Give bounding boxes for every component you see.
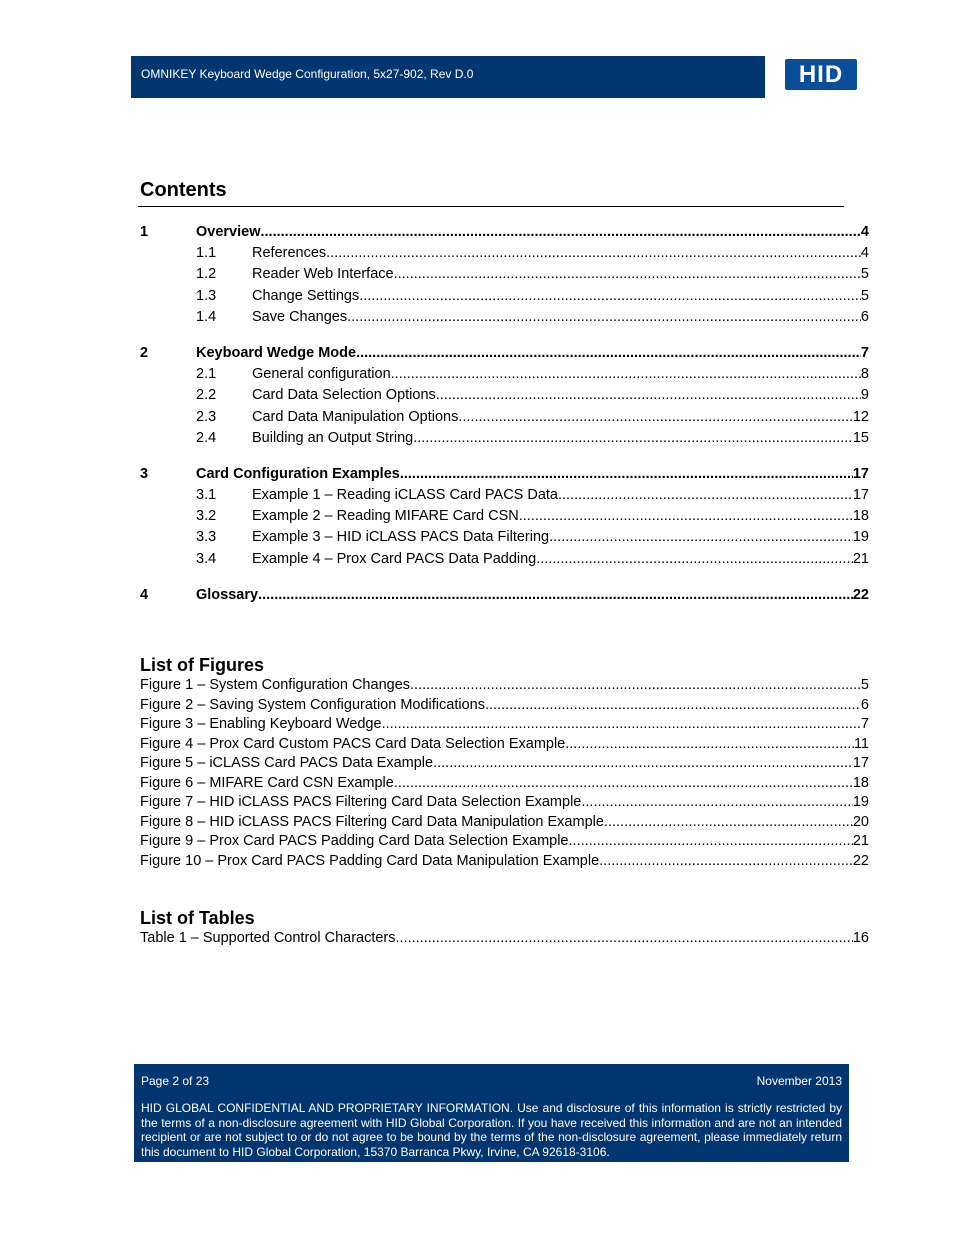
toc-section-title: Overview [196,224,261,240]
figure-page-number: 7 [860,716,869,732]
toc-section-group [140,587,869,608]
toc-section-number: 1 [140,224,149,240]
toc-page-number: 15 [852,429,869,446]
toc-subsection-title: Card Data Selection Options [252,387,436,404]
figure-entry[interactable] [140,775,869,795]
figure-title: Figure 8 – HID iCLASS PACS Filtering Card Data Manipulation Example [140,813,604,830]
header-bar [131,56,765,98]
toc-subentry[interactable] [140,245,869,266]
hid-logo: HID [785,59,857,90]
figure-page-number: 17 [852,755,869,771]
toc-subentry[interactable] [140,409,869,430]
dot-leader [391,366,861,382]
toc-subentry[interactable] [140,309,869,330]
footer-bar [134,1064,849,1162]
toc-entry[interactable] [140,587,869,608]
dot-leader [558,487,853,503]
dot-leader [382,716,861,732]
confidentiality-notice: HID GLOBAL CONFIDENTIAL AND PROPRIETARY INFORMATION. Use and disclosure of this information is strictly restricted by the terms of a non-disclosure agreement with HID Global Corporation. If you have received this information and are not an intended recipient or are not subject to or do not agree to be bound by the terms of the non-disclosure agreement, please immediately return this document to HID Global Corporation, 15370 Barranca Pkwy, Irvine, CA 92618-3106. [141,1101,842,1159]
contents-divider [138,206,844,207]
toc-subentry[interactable] [140,366,869,387]
figure-title: Figure 2 – Saving System Configuration Modifications [140,696,485,713]
toc-subsection-title: Reader Web Interface [252,266,394,283]
list-of-tables [140,930,869,950]
figure-title: Figure 4 – Prox Card Custom PACS Card Data Selection Example [140,735,566,752]
dot-leader [536,551,853,567]
figure-page-number: 22 [852,852,869,869]
figure-entry[interactable] [140,736,869,756]
dot-leader [413,430,853,446]
figure-page-number: 19 [852,794,869,810]
document-date: November 2013 [756,1074,842,1088]
dot-leader [261,224,861,240]
toc-section-title: Keyboard Wedge Mode [196,344,357,361]
toc-section-title: Glossary [196,586,259,603]
dot-leader [410,677,861,693]
figure-entry[interactable] [140,677,869,697]
dot-leader [326,245,861,261]
toc-subentry[interactable] [140,430,869,451]
toc-section-title: Card Configuration Examples [196,465,400,482]
toc-subsection-title: Building an Output String [252,429,414,446]
page-number: Page 2 of 23 [141,1074,210,1088]
toc-subsection-number: 2.1 [196,366,217,383]
figure-title: Figure 5 – iCLASS Card PACS Data Example [140,755,434,771]
toc-entry[interactable] [140,224,869,245]
figure-title: Figure 7 – HID iCLASS PACS Filtering Card Data Selection Example [140,794,582,810]
dot-leader [394,266,861,282]
toc-section-group [140,466,869,572]
dot-leader [436,387,861,403]
toc-subsection-number: 1.4 [196,308,217,325]
toc-page-number: 12 [852,408,869,425]
toc-subsection-title: Example 3 – HID iCLASS PACS Data Filtering [252,529,550,546]
table-of-contents [140,224,869,623]
toc-subsection-number: 1.1 [196,245,217,262]
list-of-figures-heading: List of Figures [140,655,265,675]
contents-heading: Contents [140,179,227,201]
toc-page-number: 22 [852,586,869,603]
toc-page-number: 4 [860,245,869,262]
toc-section-group [140,224,869,330]
table-page-number: 16 [852,930,869,946]
toc-section-number: 2 [140,344,149,361]
toc-page-number: 4 [860,224,869,240]
toc-entry[interactable] [140,466,869,487]
toc-subentry[interactable] [140,508,869,529]
figure-page-number: 11 [853,735,869,752]
figure-title: Figure 6 – MIFARE Card CSN Example [140,774,394,791]
toc-subentry[interactable] [140,266,869,287]
dot-leader [581,794,853,810]
figure-page-number: 6 [860,696,869,713]
figure-entry[interactable] [140,814,869,834]
toc-subentry[interactable] [140,487,869,508]
toc-page-number: 5 [860,287,869,304]
dot-leader [549,529,853,545]
toc-page-number: 7 [860,344,869,361]
toc-subsection-number: 3.3 [196,529,217,546]
dot-leader [565,736,854,752]
toc-subentry[interactable] [140,288,869,309]
dot-leader [433,755,853,771]
toc-entry[interactable] [140,345,869,366]
toc-subsection-title: General configuration [252,366,391,383]
toc-subsection-title: Example 1 – Reading iCLASS Card PACS Data [252,487,558,504]
figure-entry[interactable] [140,853,869,873]
toc-subsection-title: Save Changes [252,308,348,325]
dot-leader [258,587,853,603]
dot-leader [519,508,853,524]
list-of-tables-heading: List of Tables [140,908,255,928]
toc-subsection-title: Example 4 – Prox Card PACS Data Padding [252,550,537,567]
figure-page-number: 20 [852,813,869,830]
figure-entry[interactable] [140,716,869,736]
toc-page-number: 5 [860,266,869,283]
toc-section-number: 3 [140,465,149,482]
document-title: OMNIKEY Keyboard Wedge Configuration, 5x27-902, Rev D.0 [141,67,474,81]
list-of-figures [140,677,869,872]
figure-title: Figure 1 – System Configuration Changes [140,677,411,693]
toc-subsection-title: Change Settings [252,287,360,304]
figure-entry[interactable] [140,755,869,775]
toc-subentry[interactable] [140,529,869,550]
table-entry[interactable] [140,930,869,950]
dot-leader [394,775,853,791]
toc-page-number: 9 [860,387,869,404]
dot-leader [359,288,861,304]
figure-entry[interactable] [140,697,869,717]
toc-subentry[interactable] [140,551,869,572]
toc-subentry[interactable] [140,387,869,408]
figure-title: Figure 3 – Enabling Keyboard Wedge [140,716,382,732]
toc-subsection-number: 3.2 [196,508,217,525]
toc-page-number: 8 [860,366,869,383]
toc-subsection-number: 2.3 [196,408,217,425]
toc-page-number: 21 [852,550,869,567]
toc-page-number: 19 [852,529,869,546]
toc-page-number: 6 [860,308,869,325]
figure-page-number: 18 [852,774,869,791]
dot-leader [400,466,853,482]
toc-subsection-number: 1.2 [196,266,217,283]
table-title: Table 1 – Supported Control Characters [140,930,396,946]
toc-subsection-number: 2.4 [196,429,217,446]
toc-page-number: 17 [852,487,869,504]
figure-title: Figure 10 – Prox Card PACS Padding Card Data Manipulation Example [140,852,600,869]
figure-page-number: 21 [852,833,869,849]
toc-section-number: 4 [140,586,149,603]
dot-leader [347,309,861,325]
dot-leader [569,833,853,849]
toc-page-number: 18 [852,508,869,525]
dot-leader [356,345,861,361]
toc-subsection-number: 3.1 [196,487,217,504]
dot-leader [604,814,853,830]
toc-subsection-title: References [252,245,327,262]
figure-entry[interactable] [140,833,869,853]
toc-section-group [140,345,869,451]
toc-subsection-title: Card Data Manipulation Options [252,408,459,425]
figure-title: Figure 9 – Prox Card PACS Padding Card Data Selection Example [140,833,569,849]
dot-leader [458,409,853,425]
toc-subsection-number: 1.3 [196,287,217,304]
dot-leader [396,930,853,946]
toc-page-number: 17 [852,465,869,482]
dot-leader [485,697,861,713]
toc-subsection-number: 2.2 [196,387,217,404]
toc-subsection-title: Example 2 – Reading MIFARE Card CSN [252,508,519,525]
figure-entry[interactable] [140,794,869,814]
figure-page-number: 5 [860,677,869,693]
toc-subsection-number: 3.4 [196,550,217,567]
dot-leader [599,853,853,869]
